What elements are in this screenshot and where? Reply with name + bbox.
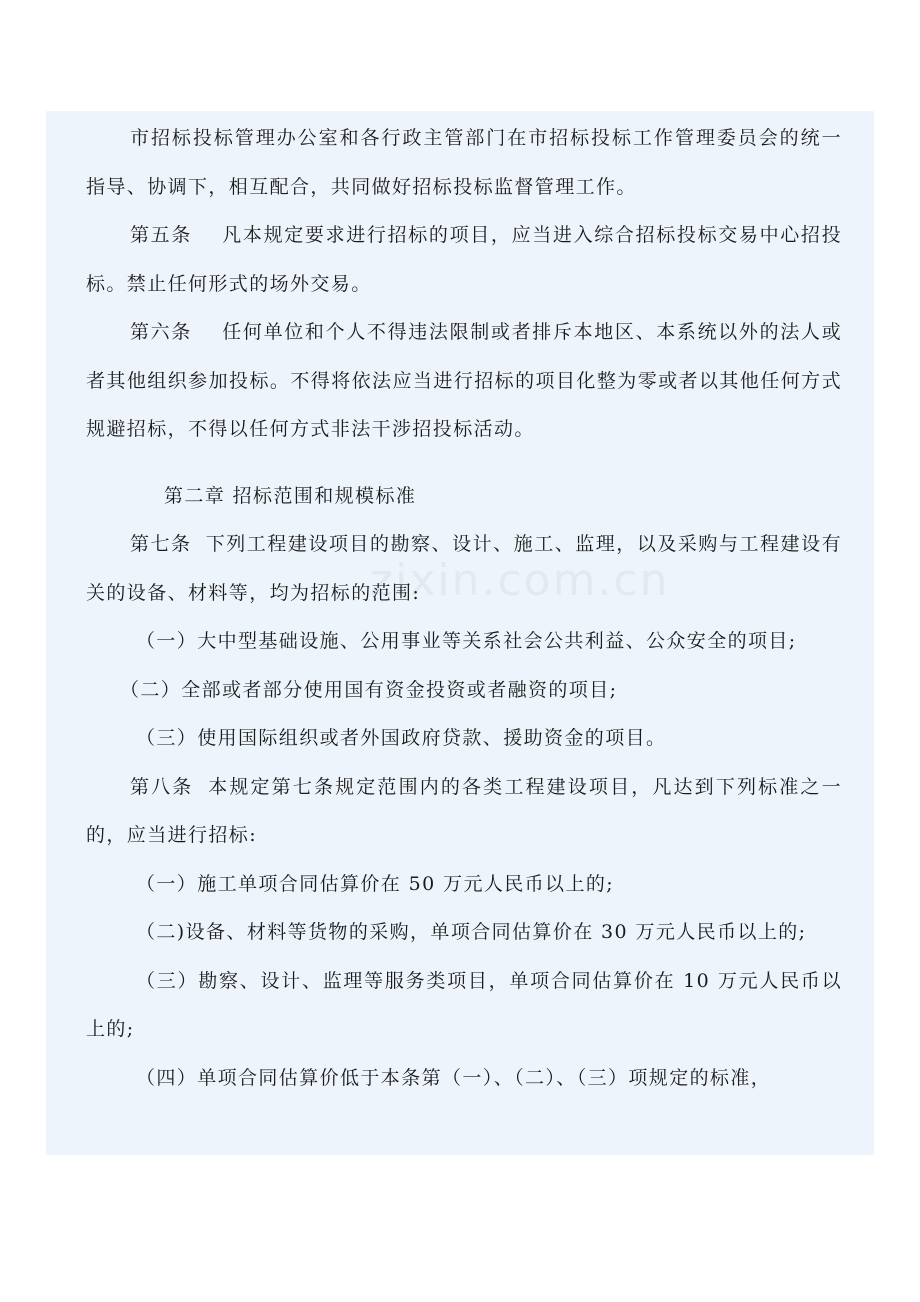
article-label: 第五条 [130,224,192,246]
article-text: 任何单位和个人不得违法限制或者排斥本地区、本系统以外的法人或者其他组织参加投标。不得将依法应当进行招标的项目化整为零或者以其他任何方式规避招标，不得以任何方式非法干涉招投标活动。 [86,321,842,440]
article-8 [86,763,842,860]
list-item: （二）全部或者部分使用国有资金投资或者融资的项目; [120,678,618,701]
article-5 [86,211,842,308]
list-item: （一）大中型基础设施、公用事业等关系社会公共利益、公众安全的项目; [136,630,797,652]
list-item: （四）单项合同估算价低于本条第（一）、（二）、（三）项规定的标准， [136,1066,772,1089]
list-item: （三）使用国际组织或者外国政府贷款、援助资金的项目。 [136,727,667,749]
list-item: （二)设备、材料等货物的采购，单项合同估算价在 30 万元人民币以上的; [136,921,807,943]
article-text: 凡本规定要求进行招标的项目，应当进入综合招标投标交易中心招投标。禁止任何形式的场外交易。 [86,224,842,295]
watermark-text: zixin.com.cn [370,555,670,606]
article-text: 下列工程建设项目的勘察、设计、施工、监理，以及采购与工程建设有关的设备、材料等，均为招标的范围: [86,533,842,604]
paragraph-text: 市招标投标管理办公室和各行政主管部门在市招标投标工作管理委员会的统一指导、协调下，相互配合，共同做好招标投标监督管理工作。 [86,127,842,198]
list-item: （一）施工单项合同估算价在 50 万元人民币以上的; [136,872,615,895]
article-label: 第七条 [130,533,192,555]
article-label: 第六条 [130,321,192,343]
article-text: 本规定第七条规定范围内的各类工程建设项目，凡达到下列标准之一的，应当进行招标: [86,775,842,846]
article-6 [86,308,842,454]
chapter-heading: 第二章 招标范围和规模标准 [164,484,417,507]
document-body [86,114,842,1102]
paragraph-supervision [86,114,842,211]
list-item: （三）勘察、设计、监理等服务类项目，单项合同估算价在 10 万元人民币以上的; [86,969,842,1040]
article-label: 第八条 [130,775,194,798]
article-7 [86,520,842,617]
